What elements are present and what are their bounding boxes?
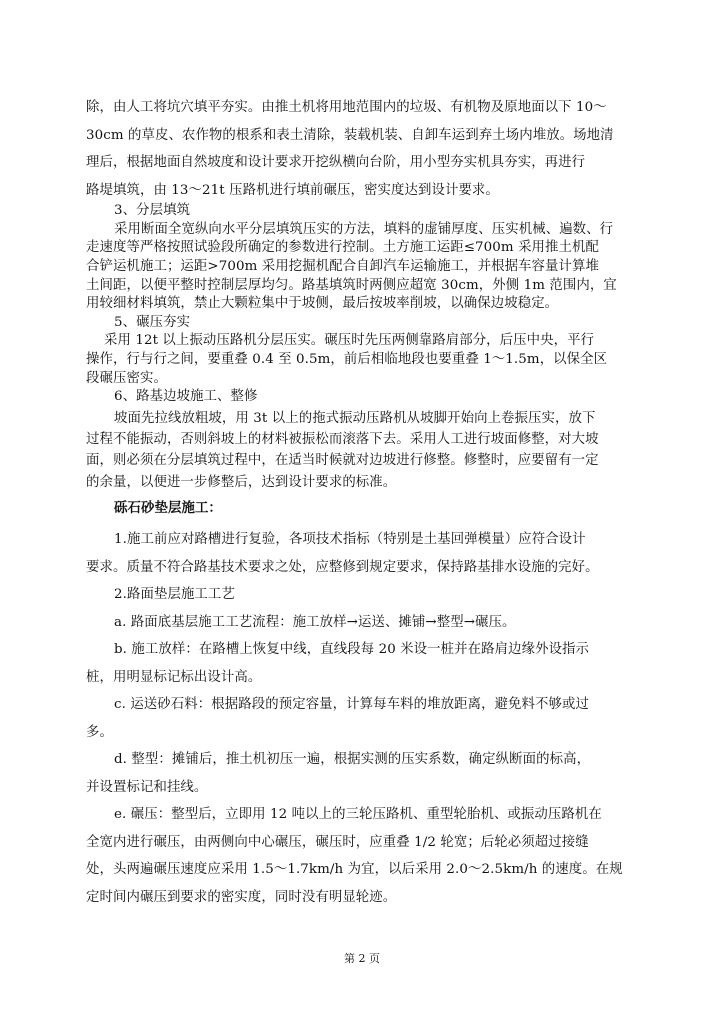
body-line: 用较细材料填筑，禁止大颗粒集中于坡侧，最后按坡率削坡，以确保边坡稳定。 [86, 296, 559, 312]
body-line: 多。 [86, 724, 113, 740]
body-line: d. 整型：摊铺后，推土机初压一遍，根据实测的压实系数，确定纵断面的标高， [114, 752, 591, 768]
body-line: 1.施工前应对路槽进行复验，各项技术指标（特别是土基回弹模量）应符合设计 [114, 532, 586, 548]
body-line: 30cm 的草皮、农作物的根系和表土清除，装载机装、自卸车运到弃土场内堆放。场地清 [86, 127, 614, 143]
body-line: 路堤填筑，由 13～21t 压路机进行填前碾压，密实度达到设计要求。 [86, 182, 499, 198]
body-line: 合铲运机施工；运距>700m 采用挖掘机配合自卸汽车运输施工，并根据车容量计算堆 [86, 258, 600, 274]
body-line: 并设置标记和挂线。 [86, 779, 208, 795]
body-line: c. 运送砂石料：根据路段的预定容量，计算每车料的堆放距离，避免料不够或过 [114, 697, 589, 713]
body-line: 过程不能振动，否则斜坡上的材料被振松而滚落下去。采用人工进行坡面修整，对大坡 [86, 431, 599, 447]
body-line: 操作，行与行之间，要重叠 0.4 至 0.5m，前后相临地段也要重叠 1～1.5m，以保全区 [86, 352, 608, 368]
body-line: 走速度等严格按照试验段所确定的参数进行控制。土方施工运距≤700m 采用推土机配 [86, 240, 600, 256]
body-line: 土间距，以便平整时控制层厚均匀。路基填筑时两侧应超宽 30cm，外侧 1m 范围内，宜 [86, 277, 617, 293]
body-line: 除，由人工将坑穴填平夯实。由推土机将用地范围内的垃圾、有机物及原地面以下 10～ [86, 100, 607, 115]
body-line: e. 碾压：整型后，立即用 12 吨以上的三轮压路机、重型轮胎机、或振动压路机在 [114, 807, 602, 823]
body-line: 坡面先拉线放粗坡，用 3t 以上的拖式振动压路机从坡脚开始向上卷振压实，放下 [114, 410, 596, 426]
body-line: 定时间内碾压到要求的密实度，同时没有明显轮迹。 [86, 890, 397, 905]
body-line: 全宽内进行碾压，由两侧向中心碾压，碾压时，应重叠 1/2 轮宽；后轮必须超过接缝 [86, 834, 589, 850]
body-line: 的余量，以便进一步修整后，达到设计要求的标准。 [86, 474, 397, 490]
body-line: a. 路面底基层施工工艺流程：施工放样→运送、摊铺→整型→碾压。 [114, 614, 516, 630]
body-line: 采用 12t 以上振动压路机分层压实。碾压时先压两侧靠路肩部分，后压中央，平行 [104, 333, 595, 349]
page-number: 第 2 页 [344, 952, 380, 965]
body-line: 面，则必须在分层填筑过程中，在适当时候就对边坡进行修整。修整时，应要留有一定 [86, 453, 599, 469]
body-line: 2.路面垫层施工工艺 [114, 587, 235, 603]
subheading-compaction: 5、碾压夯实 [114, 314, 191, 330]
body-line: b. 施工放样：在路槽上恢复中线，直线段每 20 米设一桩并在路肩边缘外设指示 [114, 642, 590, 658]
body-line: 段碾压密实。 [86, 370, 167, 386]
body-line: 桩，用明显标记标出设计高。 [86, 669, 262, 685]
body-line: 理后，根据地面自然坡度和设计要求开挖纵横向台阶，用小型夯实机具夯实，再进行 [86, 155, 586, 171]
body-line: 采用断面全宽纵向水平分层填筑压实的方法，填料的虚铺厚度、压实机械、遍数、行 [114, 221, 614, 237]
subheading-slope: 6、路基边坡施工、整修 [114, 389, 258, 405]
section-title: 砾石砂垫层施工： [114, 500, 222, 517]
subheading-layered-filling: 3、分层填筑 [114, 202, 191, 218]
body-line: 处，头两遍碾压速度应采用 1.5～1.7km/h 为宜，以后采用 2.0～2.5km/h 的速度。在规 [86, 862, 623, 878]
body-line: 要求。质量不符合路基技术要求之处，应整修到规定要求，保持路基排水设施的完好。 [86, 559, 599, 575]
